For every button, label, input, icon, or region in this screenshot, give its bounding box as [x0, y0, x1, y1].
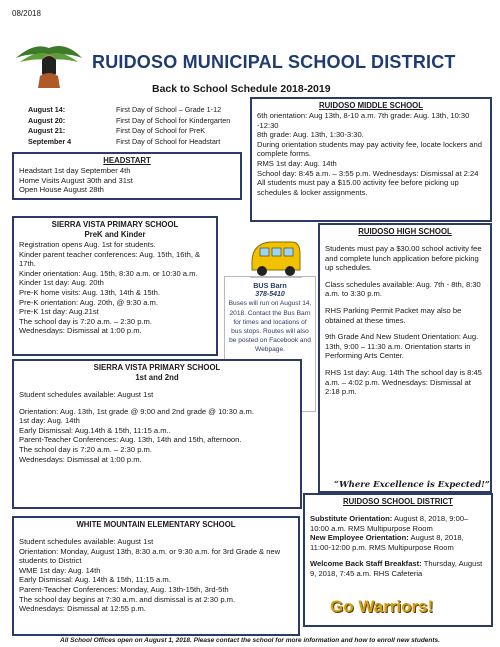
- district-item-text: Thursday, August 9, 2018, 7:45 a.m. RHS Cafeteria: [310, 559, 483, 578]
- sierra-vista-grades-subtitle: 1st and 2nd: [135, 373, 179, 382]
- high-school-paragraph: RHS 1st day: Aug. 14th The school day is 8:45 a.m. – 4:02 p.m. Wednesdays: Dismissal at 2:18 p.m.: [325, 367, 482, 397]
- sierra-vista-prek-title: SIERRA VISTA PRIMARY SCHOOL: [51, 220, 179, 229]
- key-date-event: First Day of School – Grade 1-12: [116, 105, 222, 114]
- sierra-prek-line: Kinder orientation: Aug. 15th, 8:30 a.m. or 10:30 a.m.: [19, 268, 198, 278]
- school-district-title: RUIDOSO SCHOOL DISTRICT: [343, 497, 453, 506]
- key-date-row: [28, 116, 268, 127]
- white-mountain-box: [12, 516, 300, 636]
- sierra-grades-line: The school day is 7:20 a.m. – 2:30 p.m.: [19, 444, 152, 454]
- key-date-event: First Day of School for Headstart: [116, 136, 221, 146]
- sierra-grades-line: 1st day: Aug. 14th: [19, 416, 80, 426]
- middle-school-line: 6th orientation: Aug 13th, 8-10 a.m. 7th grade: Aug. 13th, 10:30 -12:30: [257, 111, 470, 130]
- bus-barn-phone: 378-5410: [255, 291, 285, 299]
- sierra-vista-grades-title: SIERRA VISTA PRIMARY SCHOOL: [93, 363, 221, 372]
- sierra-prek-line: Pre-K orientation: Aug. 20th, @ 9:30 a.m.: [19, 297, 158, 307]
- key-date: August 21:: [28, 126, 66, 135]
- sierra-grades-line: Student schedules available: August 1st: [19, 390, 154, 399]
- sierra-grades-line: Wednesdays: Dismissal at 1:00 p.m.: [19, 454, 142, 464]
- sierra-vista-grades-box: [12, 359, 302, 509]
- district-item: [310, 514, 486, 533]
- headstart-line: Home Visits August 30th and 31st: [19, 175, 133, 185]
- schedule-title: Back to School Schedule 2018-2019: [152, 83, 331, 95]
- middle-school-box: [250, 97, 492, 222]
- key-date-row: [28, 105, 268, 116]
- white-mountain-line: Student schedules available: August 1st: [19, 537, 154, 546]
- white-mountain-line: Parent-Teacher Conferences: Monday, Aug. 13th-15th, 3rd-5th: [19, 584, 229, 594]
- white-mountain-title: WHITE MOUNTAIN ELEMENTARY SCHOOL: [76, 520, 236, 529]
- district-item-label: Welcome Back Staff Breakfast:: [310, 559, 422, 569]
- key-date-event: First Day of School for Kindergarten: [116, 115, 231, 125]
- sierra-vista-prek-subtitle: PreK and Kinder: [84, 230, 146, 239]
- district-item: [310, 533, 486, 552]
- headstart-line: Headstart 1st day September 4th: [19, 166, 131, 175]
- district-title: RUIDOSO MUNICIPAL SCHOOL DISTRICT: [92, 52, 456, 72]
- middle-school-line: All students must pay a $15.00 activity fee before picking up schedules & locker assignments.: [257, 178, 459, 197]
- sierra-prek-line: Registration opens Aug. 1st for students.: [19, 240, 156, 249]
- district-item-text: August 8, 2018, 9:00–10:00 a.m. RMS Multipurpose Room: [310, 514, 469, 533]
- key-date-row: [28, 126, 268, 137]
- sierra-prek-line: Wednesdays: Dismissal at 1:00 p.m.: [19, 326, 142, 336]
- sierra-vista-prek-box: [12, 216, 218, 356]
- footer-note: All School Offices open on August 1, 2018. Please contact the school for more information and how to enroll new students.: [60, 637, 440, 644]
- district-item-text: August 8, 2018, 11:00-12:00 p.m. RMS Multipurpose Room: [310, 533, 464, 552]
- high-school-box: [318, 223, 492, 493]
- bus-barn-title: BUS Barn: [253, 281, 287, 290]
- middle-school-line: 8th grade: Aug. 13th, 1:30-3:30.: [257, 130, 364, 140]
- high-school-title: RUIDOSO HIGH SCHOOL: [358, 227, 452, 236]
- warrior-logo-icon: [14, 38, 84, 90]
- sierra-prek-line: Pre-K 1st day: Aug.21st: [19, 307, 99, 317]
- white-mountain-line: Early Dismissal: Aug. 14th & 15th, 11:15 a.m.: [19, 575, 171, 585]
- sierra-grades-line: Orientation: Aug. 13th, 1st grade @ 9:00 and 2nd grade @ 10:30 a.m.: [19, 406, 254, 416]
- sierra-prek-line: Kinder parent teacher conferences: Aug. 15th, 16th, & 17th.: [19, 249, 201, 269]
- bus-barn-text: Buses will run on August 14, 2018. Contact the Bus Barn for times and locations of bus stops. Routes will also be posted on Facebook and Webpage.: [228, 300, 312, 354]
- key-date: August 20:: [28, 115, 66, 125]
- middle-school-line: School day: 8:45 a.m. – 3:55 p.m. Wednesdays: Dismissal at 2:24: [257, 168, 479, 178]
- high-school-paragraph: Class schedules available: Aug. 7th - 8th, 8:30 a.m. to 3:30 p.m.: [325, 279, 481, 299]
- sierra-grades-line: Early Dismissal: Aug.14th & 15th, 11:15 a.m..: [19, 425, 171, 435]
- headstart-title: HEADSTART: [103, 156, 151, 165]
- high-school-paragraph: Students must pay a $30.00 school activity fee and complete lunch application before picking up schedules.: [325, 244, 482, 273]
- key-dates-list: [28, 105, 268, 147]
- key-date: September 4: [28, 136, 72, 146]
- sierra-prek-line: Kinder 1st day: Aug. 20th: [19, 278, 104, 288]
- district-motto: “Where Excellence is Expected!”: [334, 480, 490, 490]
- middle-school-title: RUIDOSO MIDDLE SCHOOL: [319, 101, 423, 110]
- district-item-label: Substitute Orientation:: [310, 514, 393, 523]
- middle-school-line: During orientation students may pay activity fee, locate lockers and complete forms.: [257, 139, 482, 159]
- sierra-prek-line: The school day is 7:20 a.m. – 2:30 p.m.: [19, 316, 152, 326]
- headstart-line: Open House August 28th: [19, 185, 104, 195]
- document-date: 08/2018: [12, 9, 41, 18]
- headstart-box: [12, 152, 242, 200]
- sierra-prek-line: Pre-K home visits: Aug. 13th, 14th & 15th.: [19, 287, 160, 297]
- district-item: [310, 559, 486, 578]
- white-mountain-line: WME 1st day: Aug. 14th: [19, 565, 101, 575]
- middle-school-line: RMS 1st day: Aug. 14th: [257, 158, 337, 168]
- high-school-paragraph: RHS Parking Permit Packet may also be obtained at these times.: [325, 305, 462, 325]
- white-mountain-line: Wednesdays: Dismissal at 12:55 p.m.: [19, 604, 146, 614]
- sierra-grades-line: Parent-Teacher Conferences: Aug. 13th, 14th and 15th, afternoon.: [19, 435, 242, 445]
- high-school-paragraph: 9th Grade And New Student Orientation: Aug. 13th, 9:00 – 11:30 a.m. Orientation starts in Performing Arts Center.: [325, 332, 479, 361]
- white-mountain-line: Orientation: Monday, August 13th, 8:30 a.m. or 9:30 a.m. for 3rd Grade & new students to District: [19, 546, 281, 566]
- go-warriors-slogan: Go Warriors!: [330, 597, 434, 616]
- key-date-row: [28, 137, 268, 148]
- white-mountain-line: The school day begins at 7:30 a.m. and dismissal is at 2:30 p.m.: [19, 594, 236, 604]
- district-item-label: New Employee Orientation:: [310, 533, 409, 543]
- key-date: August 14:: [28, 105, 66, 114]
- key-date-event: First Day of School for PreK: [116, 126, 206, 135]
